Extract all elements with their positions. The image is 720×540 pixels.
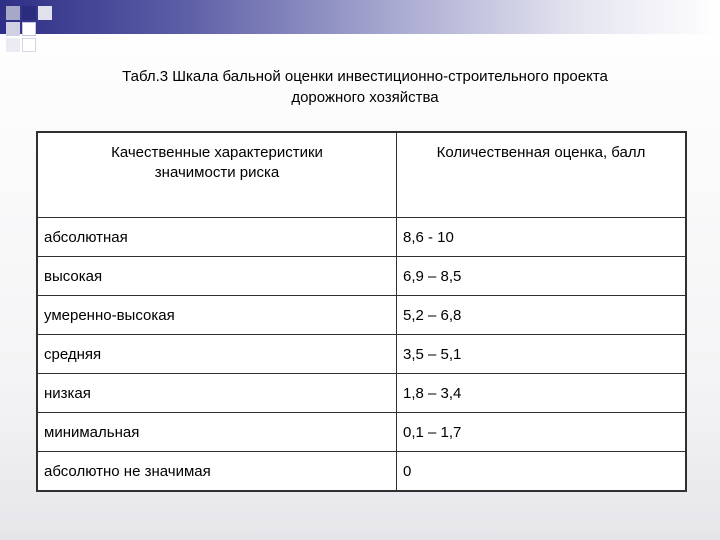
caption-line-1: Табл.3 Шкала бальной оценки инвестиционно-строительного проекта [122, 68, 608, 85]
risk-level-cell: абсолютная [37, 218, 397, 257]
score-range-cell: 6,9 – 8,5 [397, 257, 687, 296]
slide-header-band [0, 0, 720, 34]
decor-square [6, 6, 20, 20]
score-range-cell: 1,8 – 3,4 [397, 374, 687, 413]
header-quantitative [397, 132, 687, 218]
decor-square [22, 22, 36, 36]
table-row [37, 413, 686, 452]
header-quantitative-line-1: Количественная оценка, балл [436, 144, 646, 161]
header-qualitative-line-2: значимости риска [154, 164, 280, 181]
table-row [37, 296, 686, 335]
header-qualitative [37, 132, 397, 218]
table-row [37, 335, 686, 374]
score-range-cell: 3,5 – 5,1 [397, 335, 687, 374]
table-row [37, 374, 686, 413]
table-caption [60, 66, 670, 108]
score-range-cell: 0 [397, 452, 687, 492]
table-header-row [37, 132, 686, 218]
decor-square [38, 6, 52, 20]
header-qualitative-line-1: Качественные характеристики [111, 144, 323, 161]
risk-level-cell: средняя [37, 335, 397, 374]
risk-level-cell: высокая [37, 257, 397, 296]
table-row [37, 257, 686, 296]
table-row [37, 452, 686, 492]
table-row [37, 218, 686, 257]
score-range-cell: 0,1 – 1,7 [397, 413, 687, 452]
risk-level-cell: умеренно-высокая [37, 296, 397, 335]
decor-square [6, 22, 20, 36]
score-range-cell: 8,6 - 10 [397, 218, 687, 257]
risk-score-table [36, 131, 687, 492]
caption-line-2: дорожного хозяйства [291, 89, 439, 106]
risk-level-cell: минимальная [37, 413, 397, 452]
risk-level-cell: абсолютно не значимая [37, 452, 397, 492]
decor-square [22, 6, 36, 20]
risk-level-cell: низкая [37, 374, 397, 413]
decor-square [22, 38, 36, 52]
decor-square [6, 38, 20, 52]
score-range-cell: 5,2 – 6,8 [397, 296, 687, 335]
